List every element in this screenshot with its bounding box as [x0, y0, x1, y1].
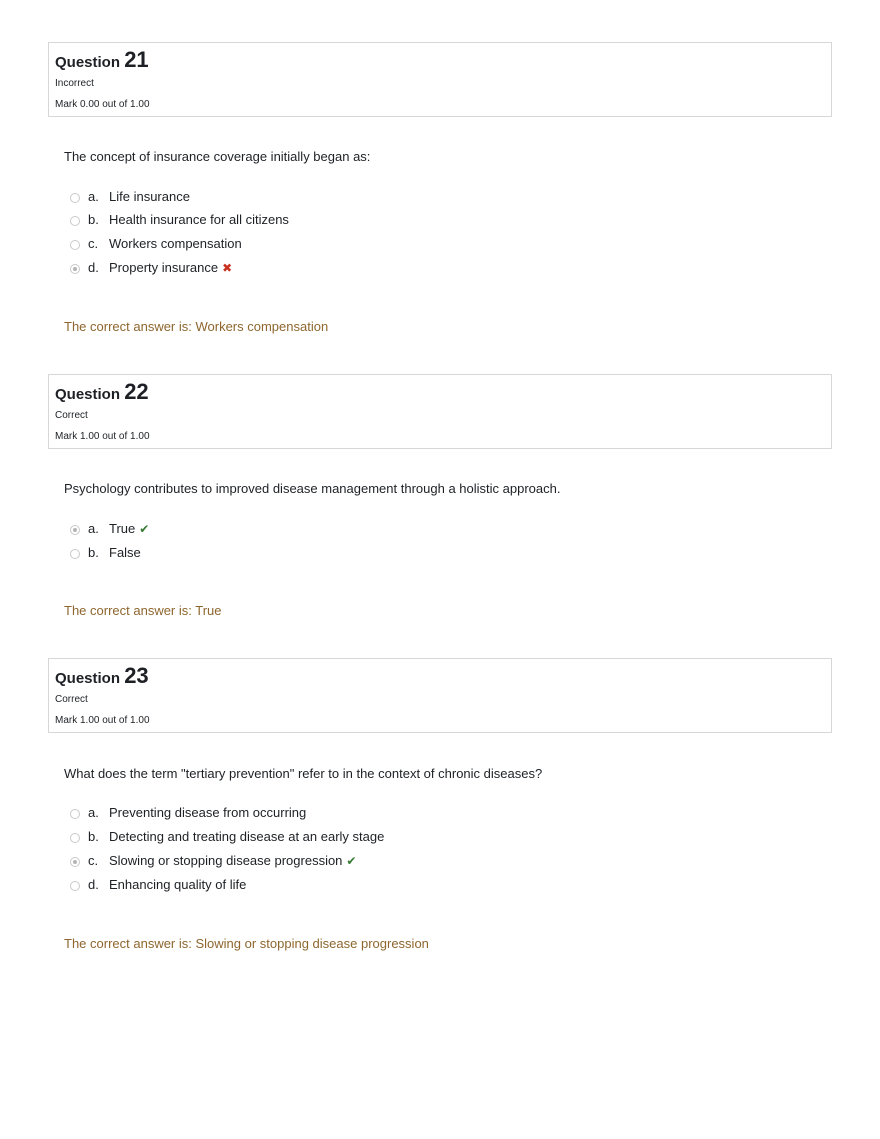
question-text: The concept of insurance coverage initially began as: — [64, 149, 371, 164]
answer-label: Life insurance — [109, 189, 190, 204]
question-grade: Mark 1.00 out of 1.00 — [55, 715, 150, 726]
answer-label: False — [109, 545, 141, 560]
check-icon: ✔ — [139, 522, 150, 536]
answer-label: Workers compensation — [109, 236, 242, 251]
question-title: Question 21 — [55, 47, 149, 72]
question-title: Question 22 — [55, 379, 149, 404]
answer-letter: c. — [88, 236, 99, 251]
answer-label: Enhancing quality of life — [109, 877, 247, 892]
answer-letter: b. — [88, 829, 99, 844]
answer-label: Preventing disease from occurring — [109, 805, 307, 820]
question-number: 21 — [124, 47, 149, 72]
question-number: 23 — [124, 663, 149, 688]
radio-button[interactable] — [70, 881, 80, 891]
answer-letter: a. — [88, 805, 99, 820]
answer-letter: c. — [88, 853, 99, 868]
question-state: Correct — [55, 410, 88, 421]
check-icon: ✔ — [346, 854, 357, 868]
question-number: 22 — [124, 379, 149, 404]
question-state: Correct — [55, 694, 88, 705]
answer-label: Slowing or stopping disease progression ✔ — [109, 853, 357, 868]
radio-button-selected[interactable] — [70, 264, 80, 274]
radio-button[interactable] — [70, 809, 80, 819]
radio-button-selected[interactable] — [70, 525, 80, 535]
answer-letter: a. — [88, 189, 99, 204]
question-text: What does the term "tertiary prevention" refer to in the context of chronic diseases? — [64, 766, 543, 781]
correct-answer-feedback: The correct answer is: Slowing or stopping disease progression — [64, 936, 429, 951]
answer-letter: d. — [88, 260, 99, 275]
radio-button-selected[interactable] — [70, 857, 80, 867]
answer-label: Property insurance ✖ — [109, 260, 233, 275]
answer-letter: b. — [88, 545, 99, 560]
radio-button[interactable] — [70, 833, 80, 843]
question-info — [48, 42, 832, 117]
cross-icon: ✖ — [222, 261, 233, 275]
question-state: Incorrect — [55, 78, 94, 89]
radio-button[interactable] — [70, 240, 80, 250]
correct-answer-feedback: The correct answer is: Workers compensation — [64, 319, 329, 334]
correct-answer-feedback: The correct answer is: True — [64, 603, 222, 618]
answer-letter: d. — [88, 877, 99, 892]
answer-label: True ✔ — [109, 521, 150, 536]
question-grade: Mark 0.00 out of 1.00 — [55, 99, 150, 110]
question-grade: Mark 1.00 out of 1.00 — [55, 431, 150, 442]
answer-letter: b. — [88, 212, 99, 227]
radio-button[interactable] — [70, 193, 80, 203]
answer-letter: a. — [88, 521, 99, 536]
question-text: Psychology contributes to improved disease management through a holistic approach. — [64, 481, 561, 496]
question-title: Question 23 — [55, 663, 149, 688]
radio-button[interactable] — [70, 216, 80, 226]
answer-label: Detecting and treating disease at an early stage — [109, 829, 385, 844]
radio-button[interactable] — [70, 549, 80, 559]
question-info — [48, 374, 832, 449]
question-info — [48, 658, 832, 733]
answer-label: Health insurance for all citizens — [109, 212, 289, 227]
